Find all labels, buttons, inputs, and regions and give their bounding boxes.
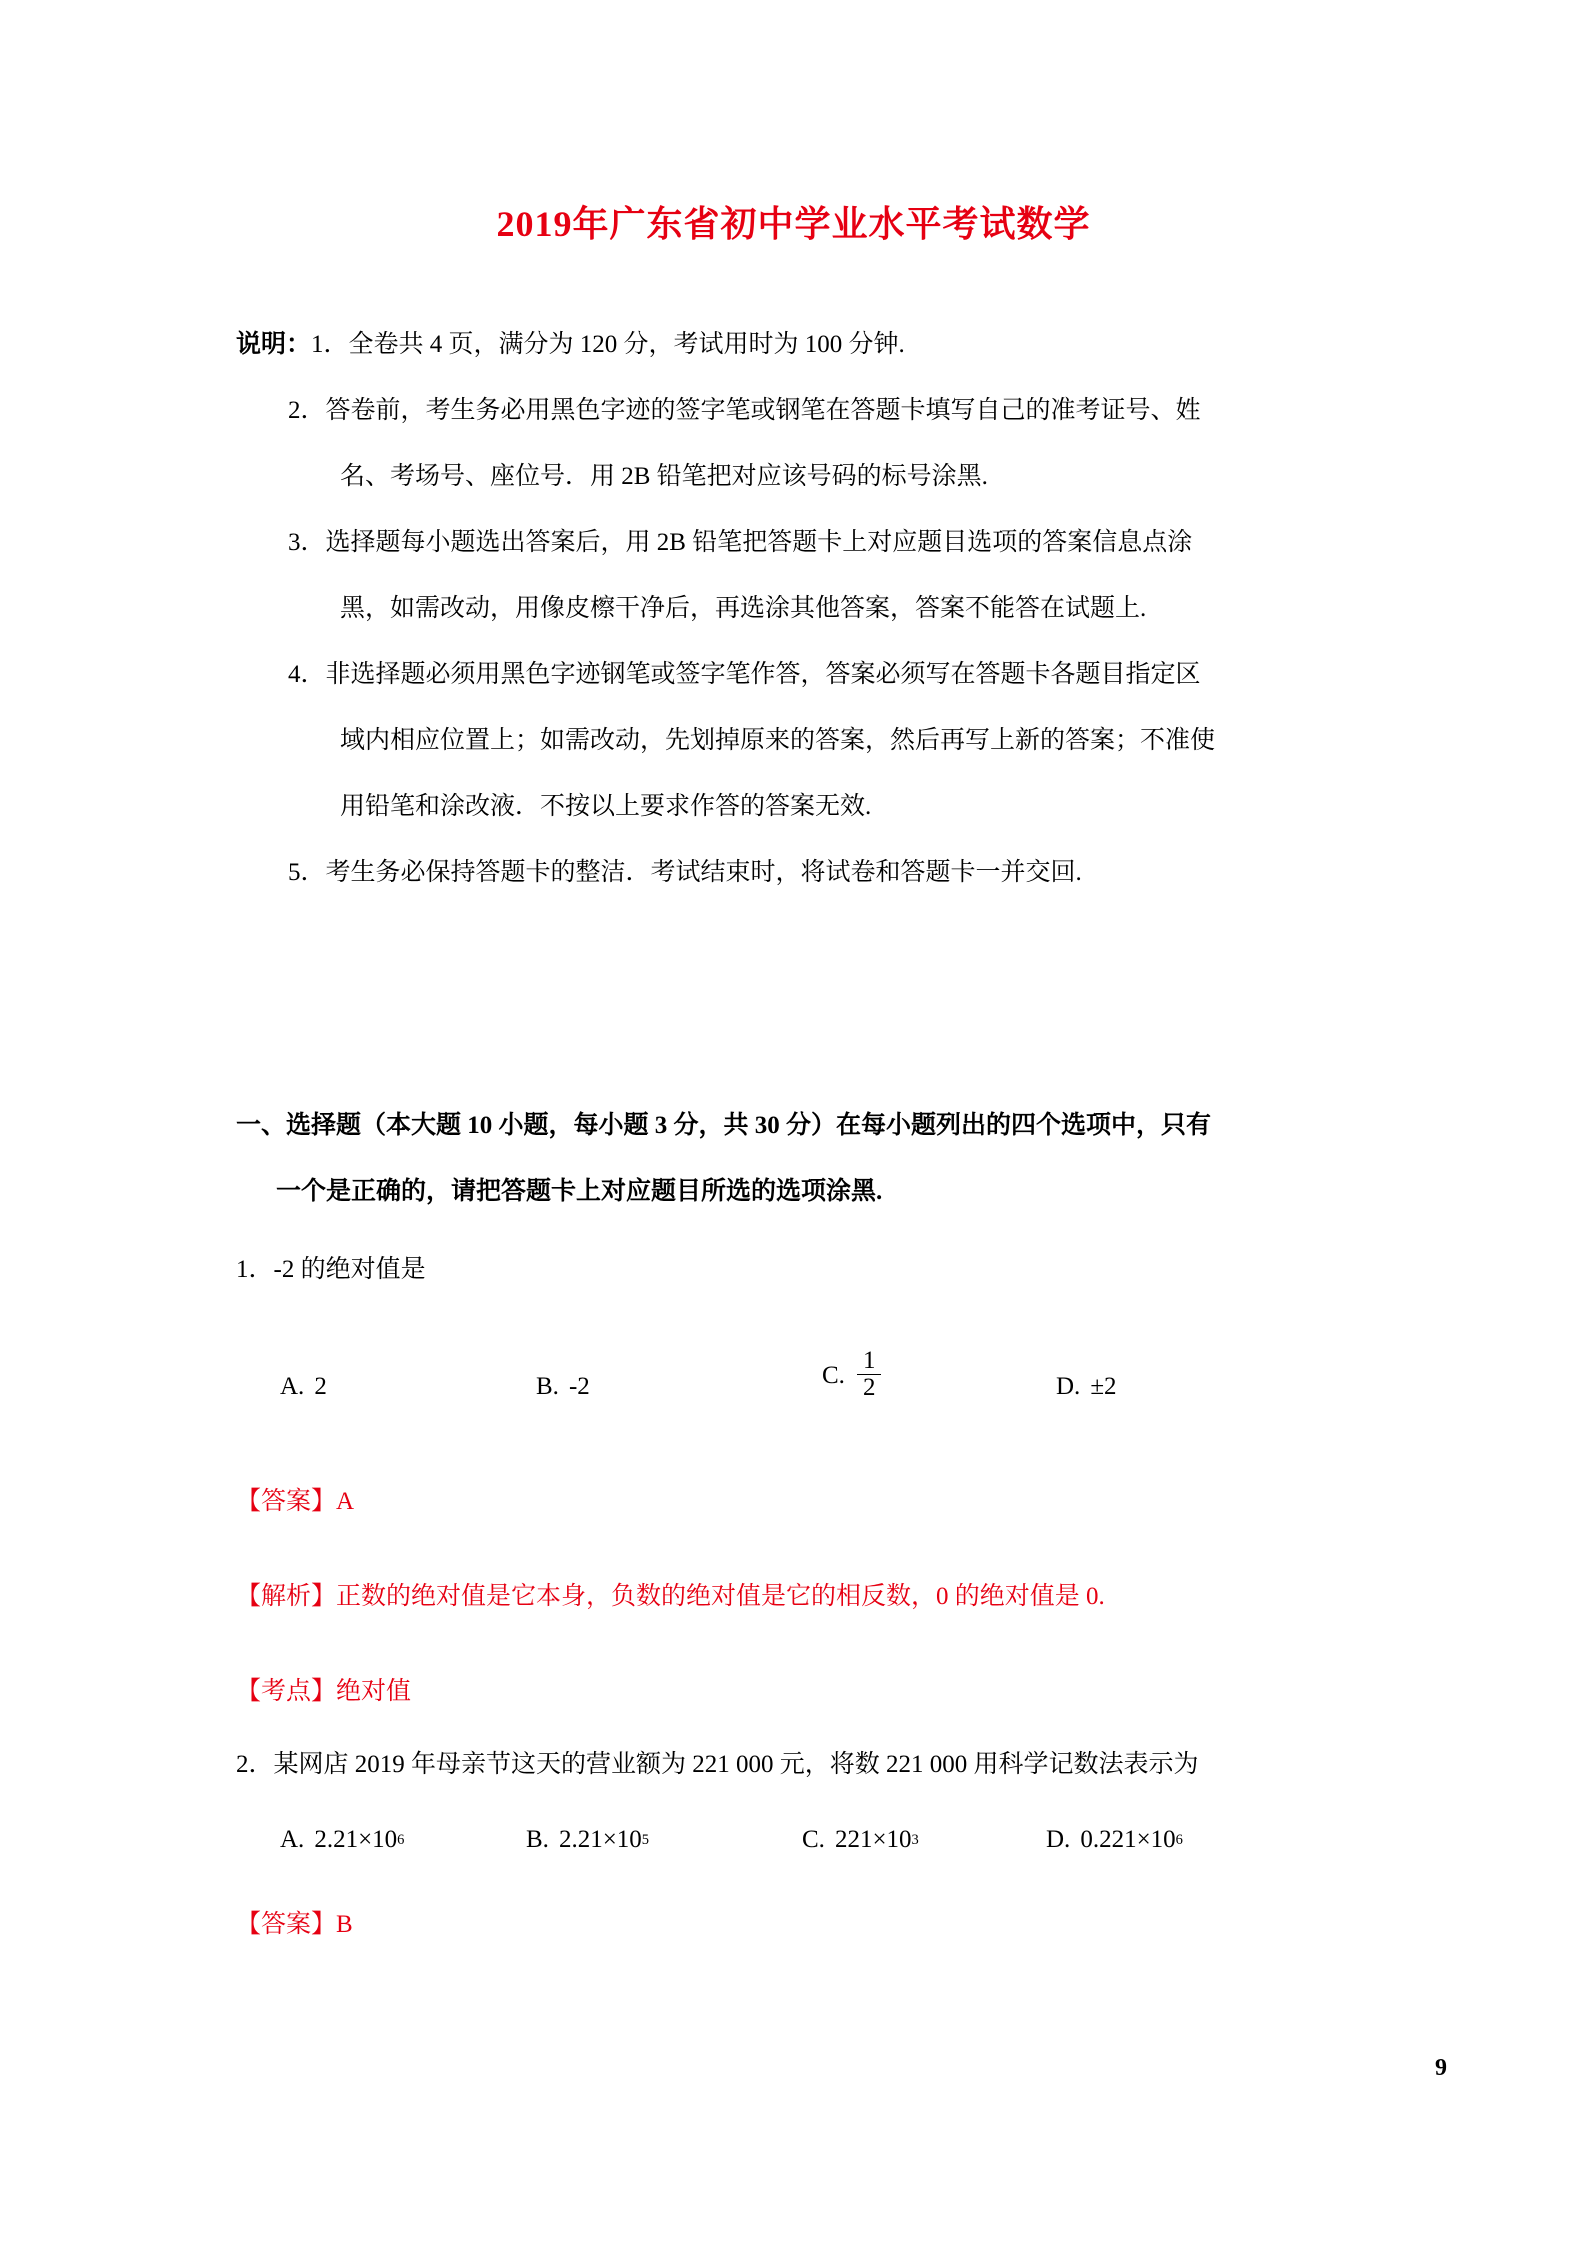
- section-heading-line-2: 一个是正确的，请把答题卡上对应题目所选的选项涂黑.: [276, 1178, 883, 1205]
- fraction-one-half: [857, 1348, 882, 1402]
- note-tag-answer: 【答案】: [236, 1911, 337, 1938]
- question-2-options: [236, 1822, 1441, 1868]
- option-label: C.: [822, 1361, 845, 1389]
- note-tag-answer: 【答案】: [236, 1488, 337, 1515]
- question-1-options: [236, 1337, 1441, 1447]
- instruction-3-line-1: [288, 510, 1436, 576]
- instruction-item-5: [236, 840, 1436, 906]
- question-1-option-a[interactable]: [280, 1373, 327, 1401]
- instruction-4-line-2: 域内相应位置上；如需改动，先划掉原来的答案，然后再写上新的答案；不准使: [340, 727, 1216, 754]
- question-2-option-b[interactable]: B. 2.21×10 5: [526, 1826, 650, 1853]
- note-text-answer: A: [336, 1488, 355, 1515]
- question-1-analysis-note: [236, 1577, 1441, 1617]
- question-1-option-d[interactable]: [1056, 1373, 1117, 1401]
- question-2-option-c[interactable]: C. 221×10 3: [802, 1826, 919, 1853]
- instructions-block: [236, 312, 1436, 906]
- instruction-item-3: [236, 510, 1436, 642]
- instruction-2-number: 2．: [288, 397, 326, 424]
- note-text-analysis: 正数的绝对值是它本身，负数的绝对值是它的相反数，0 的绝对值是 0.: [336, 1583, 1105, 1610]
- option-value: 2: [314, 1373, 327, 1400]
- instruction-1-line-1: 全卷共 4 页，满分为 120 分，考试用时为 100 分钟.: [348, 331, 905, 358]
- instruction-2-line-2: 名、考场号、座位号．用 2B 铅笔把对应该号码的标号涂黑.: [340, 463, 988, 490]
- option-value: ±2: [1090, 1373, 1117, 1400]
- instruction-5-text-1: 考生务必保持答题卡的整洁．考试结束时，将试卷和答题卡一并交回.: [325, 859, 1082, 886]
- question-1-answer-note: [236, 1482, 1441, 1522]
- instruction-item-1: [236, 312, 1436, 378]
- instruction-4-number: 4．: [288, 661, 326, 688]
- option-label: B.: [526, 1826, 549, 1853]
- question-2-option-a[interactable]: A. 2.21×10 6: [280, 1826, 405, 1853]
- question-1-option-b[interactable]: [536, 1373, 590, 1401]
- option-label: D.: [1056, 1373, 1081, 1400]
- note-tag-keypoint: 【考点】: [236, 1678, 337, 1705]
- instruction-5-line-1: [288, 840, 1436, 906]
- question-2-stem: 2．某网店 2019 年母亲节这天的营业额为 221 000 元，将数 221 000 用科学记数法表示为: [236, 1751, 1199, 1778]
- instruction-1-number: 1．: [311, 331, 349, 358]
- instruction-3-text-1: 选择题每小题选出答案后，用 2B 铅笔把答题卡上对应题目选项的答案信息点涂: [325, 529, 1193, 556]
- question-2-option-d[interactable]: D. 0.221×10 6: [1046, 1826, 1183, 1853]
- instruction-5-number: 5．: [288, 859, 326, 886]
- option-label: D.: [1046, 1826, 1071, 1853]
- section-heading-line-1: 一、选择题（本大题 10 小题，每小题 3 分，共 30 分）在每小题列出的四个选项中，只有: [236, 1112, 1212, 1139]
- instruction-3-line-2: 黑，如需改动，用像皮檫干净后，再选涂其他答案，答案不能答在试题上.: [340, 595, 1147, 622]
- option-value: 0.221×10: [1080, 1826, 1176, 1853]
- instruction-4-line-1: [288, 642, 1436, 708]
- instruction-item-2: [236, 378, 1436, 510]
- option-value: ‐2: [568, 1373, 590, 1400]
- option-label: B.: [536, 1373, 559, 1400]
- instruction-2-text-1: 答卷前，考生务必用黑色字迹的签字笔或钢笔在答题卡填写自己的准考证号、姓: [325, 397, 1201, 424]
- option-value: 2.21×10: [558, 1826, 642, 1853]
- question-2-answer-note: [236, 1905, 1441, 1945]
- page-number: 9: [1435, 2055, 1447, 2081]
- instruction-4-line-3: 用铅笔和涂改液．不按以上要求作答的答案无效.: [340, 793, 872, 820]
- note-tag-analysis: 【解析】: [236, 1583, 337, 1610]
- fraction-numerator: 1: [862, 1347, 876, 1374]
- instruction-item-4: [236, 642, 1436, 840]
- question-1-option-c[interactable]: [822, 1349, 883, 1403]
- question-1-stem: 1．‐2 的绝对值是: [236, 1256, 426, 1283]
- instructions-label: 说明：: [236, 331, 312, 358]
- option-label: A.: [280, 1373, 305, 1400]
- option-value: 2.21×10: [314, 1826, 398, 1853]
- question-1-keypoint-note: [236, 1672, 1441, 1712]
- instruction-3-number: 3．: [288, 529, 326, 556]
- instruction-2-line-1: [288, 378, 1436, 444]
- option-label: A.: [280, 1826, 305, 1853]
- instruction-4-text-1: 非选择题必须用黑色字迹钢笔或签字笔作答，答案必须写在答题卡各题目指定区: [325, 661, 1201, 688]
- fraction-denominator: 2: [857, 1374, 882, 1401]
- note-text-keypoint: 绝对值: [336, 1678, 412, 1705]
- note-text-answer: B: [336, 1911, 353, 1938]
- page-title: 2019年广东省初中学业水平考试数学: [496, 204, 1091, 244]
- option-label: C.: [802, 1826, 825, 1853]
- section-heading-choice: [236, 1093, 1441, 1225]
- option-value: 221×10: [834, 1826, 912, 1853]
